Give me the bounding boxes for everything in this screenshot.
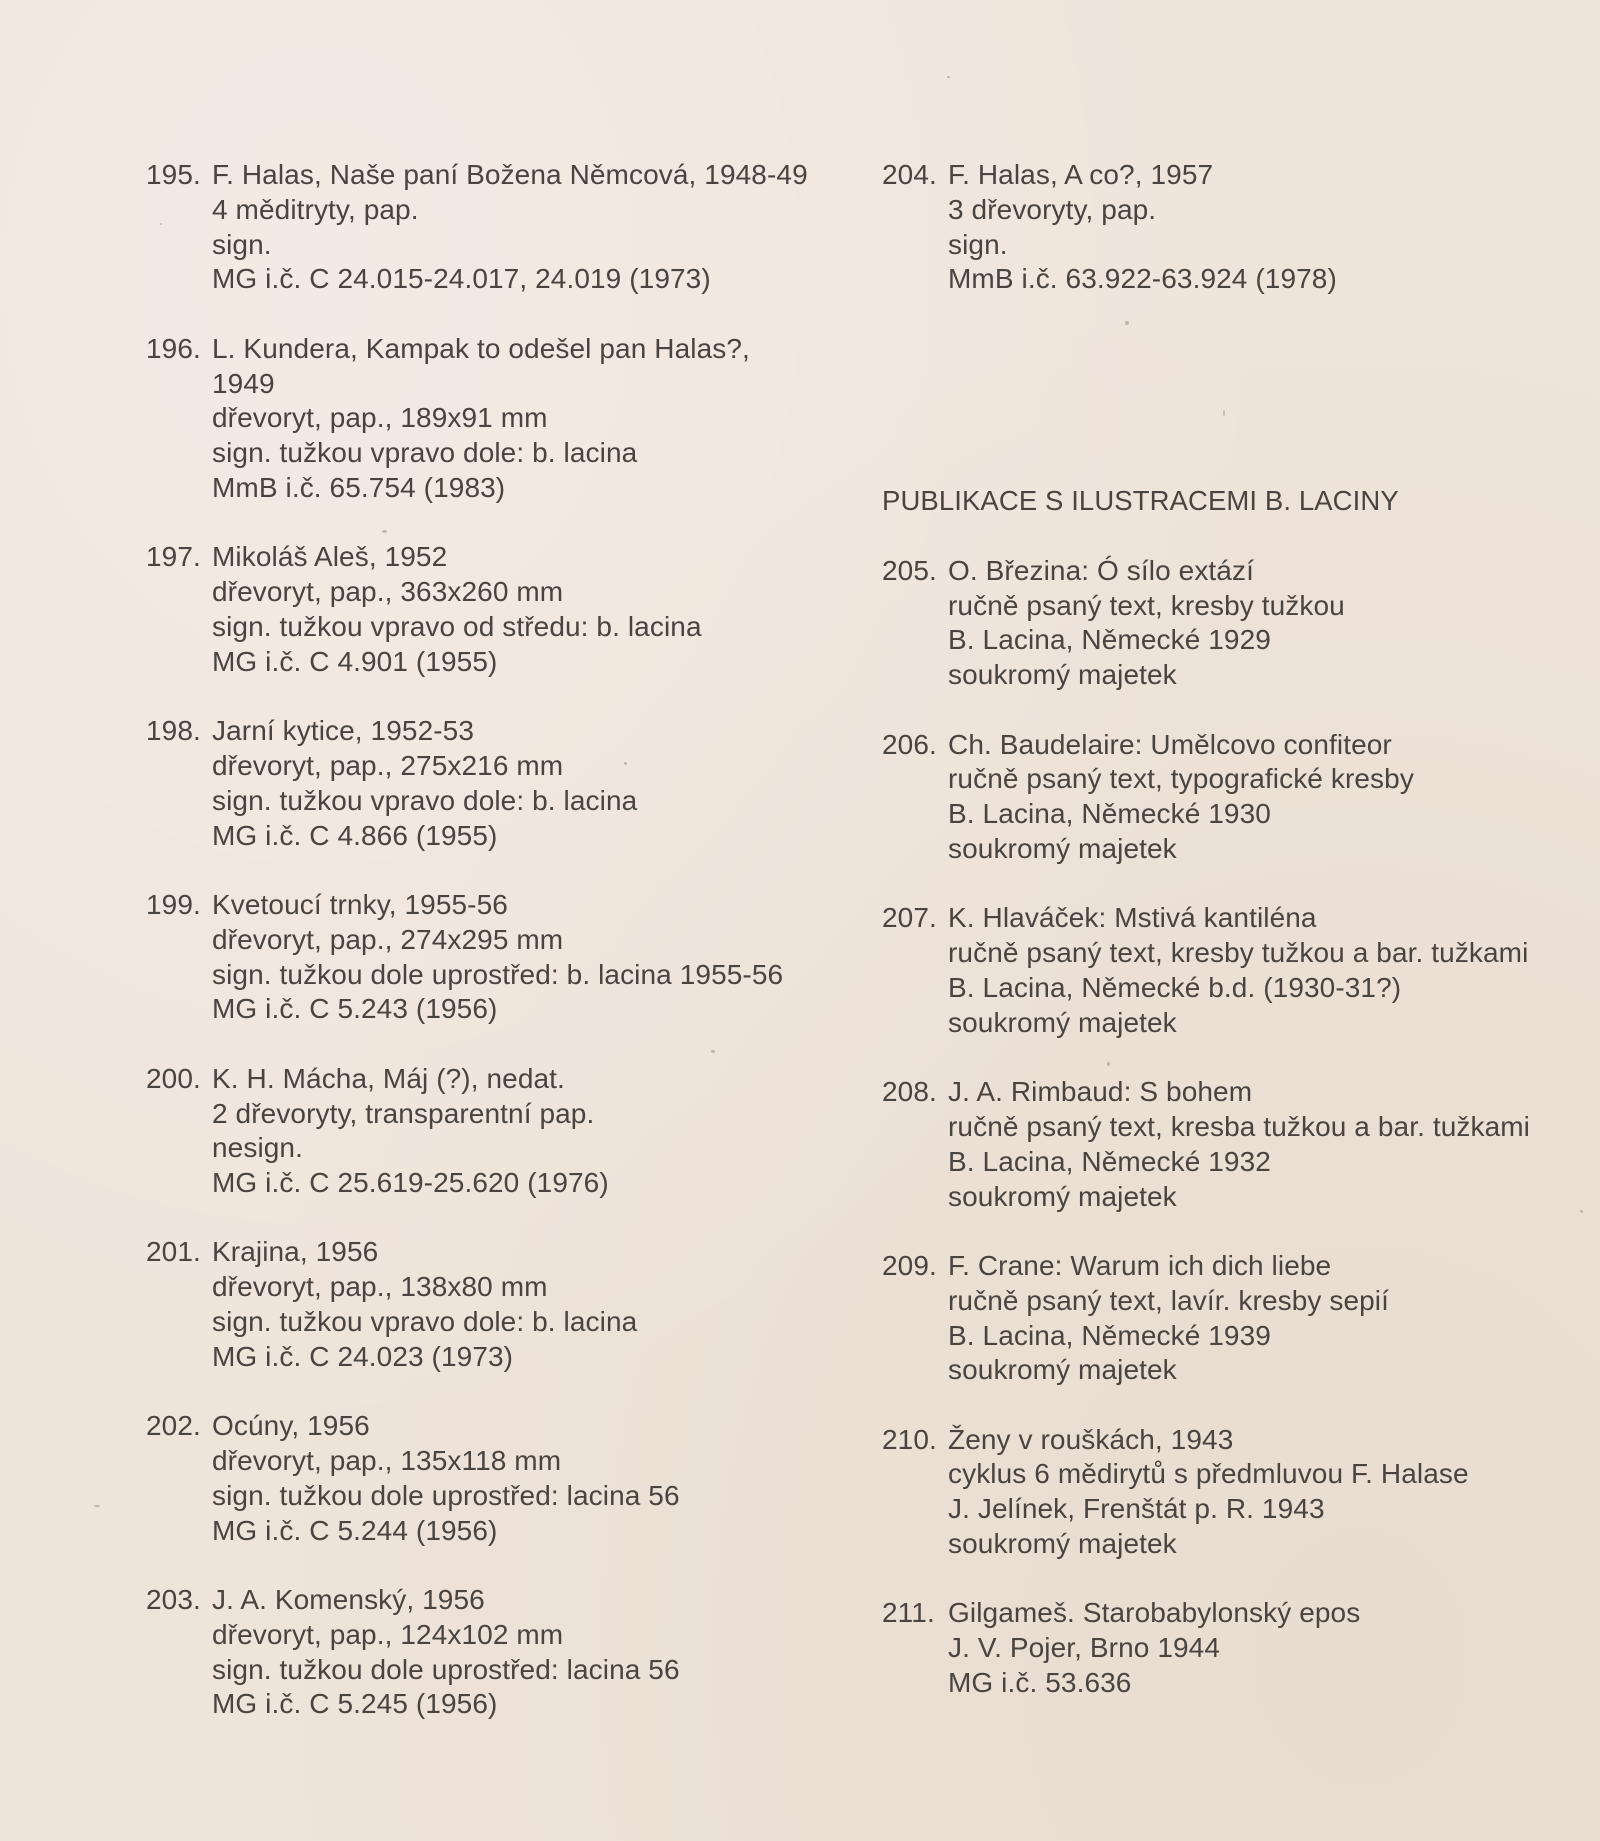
publication-description: ručně psaný text, kresby tužkou xyxy=(948,589,1345,621)
catalog-entry-204 xyxy=(882,158,1582,297)
entry-technique: dřevoryt, pap., 135x118 mm xyxy=(212,1445,562,1477)
publication-description: ručně psaný text, kresby tužkou a bar. tužkami xyxy=(948,937,1529,969)
entry-lines xyxy=(212,714,846,853)
entry-title: Kvetoucí trnky, 1955-56 xyxy=(212,888,508,920)
entry-signature: sign. tužkou vpravo dole: b. lacina xyxy=(212,1306,638,1338)
entry-number: 206. xyxy=(882,728,937,760)
publication-ownership: soukromý majetek xyxy=(948,1180,1177,1212)
paper-speck xyxy=(160,223,162,225)
entry-technique: dřevoryt, pap., 138x80 mm xyxy=(212,1271,548,1303)
entry-lines xyxy=(948,1596,1582,1700)
publication-description: ručně psaný text, kresba tužkou a bar. tužkami xyxy=(948,1110,1531,1142)
catalog-entry-196 xyxy=(146,332,846,506)
entry-lines xyxy=(948,1423,1582,1562)
entry-lines xyxy=(212,1583,846,1722)
publication-entry-211 xyxy=(882,1596,1582,1700)
publication-inventory: MG i.č. 53.636 xyxy=(948,1667,1132,1699)
entry-number: 199. xyxy=(146,888,201,920)
entry-title: Jarní kytice, 1952-53 xyxy=(212,715,475,747)
catalog-entry-199 xyxy=(146,888,846,1027)
paper-speck xyxy=(382,530,387,533)
entry-number: 211. xyxy=(882,1597,935,1629)
entry-inventory: MG i.č. C 5.245 (1956) xyxy=(212,1688,498,1720)
entry-number: 204. xyxy=(882,159,937,190)
entry-lines xyxy=(948,554,1582,693)
entry-lines xyxy=(948,901,1582,1040)
publication-entry-206 xyxy=(882,728,1582,867)
entry-technique: 3 dřevoryty, pap. xyxy=(948,193,1157,225)
entry-number: 203. xyxy=(146,1584,201,1616)
entry-signature: sign. xyxy=(212,228,272,260)
entry-inventory: MG i.č. C 24.023 (1973) xyxy=(212,1340,514,1372)
paper-speck xyxy=(1107,1062,1110,1066)
publication-title: Gilgameš. Starobabylonský epos xyxy=(948,1597,1361,1629)
entry-inventory: MG i.č. C 25.619-25.620 (1976) xyxy=(212,1167,609,1199)
publication-description: cyklus 6 mědirytů s předmluvou F. Halase xyxy=(948,1458,1469,1490)
entry-lines xyxy=(212,540,846,679)
right-column xyxy=(882,158,1582,1735)
publication-description: ručně psaný text, lavír. kresby sepií xyxy=(948,1284,1390,1316)
publication-title: O. Březina: Ó sílo extází xyxy=(948,554,1254,586)
publication-description: ručně psaný text, typografické kresby xyxy=(948,763,1414,795)
catalog-entry-198 xyxy=(146,714,846,853)
entry-number: 198. xyxy=(146,715,201,747)
entry-title: Mikoláš Aleš, 1952 xyxy=(212,541,448,573)
entry-number: 202. xyxy=(146,1410,201,1442)
entry-number: 207. xyxy=(882,902,937,934)
entry-signature: sign. tužkou dole uprostřed: b. lacina 1955-56 xyxy=(212,958,784,990)
entry-number: 200. xyxy=(146,1062,201,1094)
publication-publisher: B. Lacina, Německé 1932 xyxy=(948,1145,1271,1177)
catalog-entry-202 xyxy=(146,1409,846,1548)
publication-ownership: soukromý majetek xyxy=(948,832,1177,864)
publication-entry-207 xyxy=(882,901,1582,1040)
entry-lines xyxy=(948,158,1582,297)
entry-technique: 4 měditryty, pap. xyxy=(212,193,419,225)
paper-speck xyxy=(1580,1210,1583,1213)
publication-ownership: soukromý majetek xyxy=(948,659,1177,691)
entry-number: 205. xyxy=(882,554,937,586)
section-spacer xyxy=(882,332,1582,484)
entry-technique: dřevoryt, pap., 363x260 mm xyxy=(212,576,564,608)
entry-technique: dřevoryt, pap., 274x295 mm xyxy=(212,923,564,955)
entry-title: Ocúny, 1956 xyxy=(212,1410,370,1442)
entry-inventory: MmB i.č. 63.922-63.924 (1978) xyxy=(948,263,1337,295)
entry-title: F. Halas, A co?, 1957 xyxy=(948,159,1214,190)
entry-title: J. A. Komenský, 1956 xyxy=(212,1584,485,1616)
entry-lines xyxy=(948,728,1582,867)
publication-title: Ženy v rouškách, 1943 xyxy=(948,1423,1234,1455)
entry-title: K. H. Mácha, Máj (?), nedat. xyxy=(212,1062,565,1094)
entry-inventory: MmB i.č. 65.754 (1983) xyxy=(212,471,506,503)
entry-title: F. Halas, Naše paní Božena Němcová, 1948-49 xyxy=(212,159,808,190)
publication-entry-210 xyxy=(882,1423,1582,1562)
entry-lines xyxy=(212,1235,846,1374)
entry-signature: sign. tužkou vpravo od středu: b. lacina xyxy=(212,610,702,642)
paper-speck xyxy=(94,1505,100,1507)
entry-technique: dřevoryt, pap., 275x216 mm xyxy=(212,749,564,781)
entry-inventory: MG i.č. C 5.243 (1956) xyxy=(212,993,498,1025)
publication-ownership: soukromý majetek xyxy=(948,1354,1177,1386)
catalog-entry-201 xyxy=(146,1235,846,1374)
entry-title-continued: 1949 xyxy=(212,367,275,399)
entry-inventory: MG i.č. C 4.866 (1955) xyxy=(212,819,498,851)
catalog-entry-203 xyxy=(146,1583,846,1722)
entry-signature: sign. xyxy=(948,228,1008,260)
entry-inventory: MG i.č. C 24.015-24.017, 24.019 (1973) xyxy=(212,263,711,295)
entry-lines xyxy=(212,1409,846,1548)
entry-lines xyxy=(212,158,846,297)
publication-publisher: B. Lacina, Německé b.d. (1930-31?) xyxy=(948,971,1402,1003)
entry-signature: nesign. xyxy=(212,1132,303,1164)
catalog-entry-200 xyxy=(146,1062,846,1201)
publication-entry-208 xyxy=(882,1075,1582,1214)
publication-publisher: J. V. Pojer, Brno 1944 xyxy=(948,1632,1221,1664)
section-heading: PUBLIKACE S ILUSTRACEMI B. LACINY xyxy=(882,484,1399,516)
publication-entry-209 xyxy=(882,1249,1582,1388)
entry-lines xyxy=(212,888,846,1027)
publication-publisher: B. Lacina, Německé 1929 xyxy=(948,624,1271,656)
publication-title: Ch. Baudelaire: Umělcovo confiteor xyxy=(948,728,1392,760)
publication-title: J. A. Rimbaud: S bohem xyxy=(948,1076,1253,1108)
paper-speck xyxy=(624,762,627,765)
paper-speck xyxy=(1125,321,1129,325)
left-column xyxy=(146,158,846,1757)
publication-title: K. Hlaváček: Mstivá kantiléna xyxy=(948,902,1317,934)
entry-signature: sign. tužkou vpravo dole: b. lacina xyxy=(212,437,638,469)
entry-title: L. Kundera, Kampak to odešel pan Halas?, xyxy=(212,332,750,364)
publication-publisher: J. Jelínek, Frenštát p. R. 1943 xyxy=(948,1493,1325,1525)
entry-lines xyxy=(212,332,846,506)
entry-lines xyxy=(948,1249,1582,1388)
entry-inventory: MG i.č. C 4.901 (1955) xyxy=(212,645,498,677)
entry-number: 209. xyxy=(882,1249,937,1281)
paper-speck xyxy=(1223,410,1225,416)
publication-entry-205 xyxy=(882,554,1582,693)
entry-inventory: MG i.č. C 5.244 (1956) xyxy=(212,1514,498,1546)
catalog-entry-197 xyxy=(146,540,846,679)
publication-ownership: soukromý majetek xyxy=(948,1528,1177,1560)
entry-signature: sign. tužkou dole uprostřed: lacina 56 xyxy=(212,1653,680,1685)
publication-title: F. Crane: Warum ich dich liebe xyxy=(948,1249,1332,1281)
catalog-entry-195 xyxy=(146,158,846,297)
entry-number: 195. xyxy=(146,159,201,190)
publication-publisher: B. Lacina, Německé 1930 xyxy=(948,798,1271,830)
entry-number: 208. xyxy=(882,1076,937,1108)
entry-signature: sign. tužkou vpravo dole: b. lacina xyxy=(212,784,638,816)
entry-number: 197. xyxy=(146,541,201,573)
paper-speck xyxy=(711,1050,715,1053)
entry-lines xyxy=(948,1075,1582,1214)
entry-technique: 2 dřevoryty, transparentní pap. xyxy=(212,1097,595,1129)
entry-number: 210. xyxy=(882,1423,937,1455)
paper-speck xyxy=(947,76,950,78)
entry-technique: dřevoryt, pap., 189x91 mm xyxy=(212,402,548,434)
entry-number: 201. xyxy=(146,1236,201,1268)
entry-lines xyxy=(212,1062,846,1201)
entry-signature: sign. tužkou dole uprostřed: lacina 56 xyxy=(212,1479,680,1511)
publication-publisher: B. Lacina, Německé 1939 xyxy=(948,1319,1271,1351)
entry-technique: dřevoryt, pap., 124x102 mm xyxy=(212,1618,564,1650)
entry-title: Krajina, 1956 xyxy=(212,1236,379,1268)
entry-number: 196. xyxy=(146,332,201,364)
publication-ownership: soukromý majetek xyxy=(948,1006,1177,1038)
